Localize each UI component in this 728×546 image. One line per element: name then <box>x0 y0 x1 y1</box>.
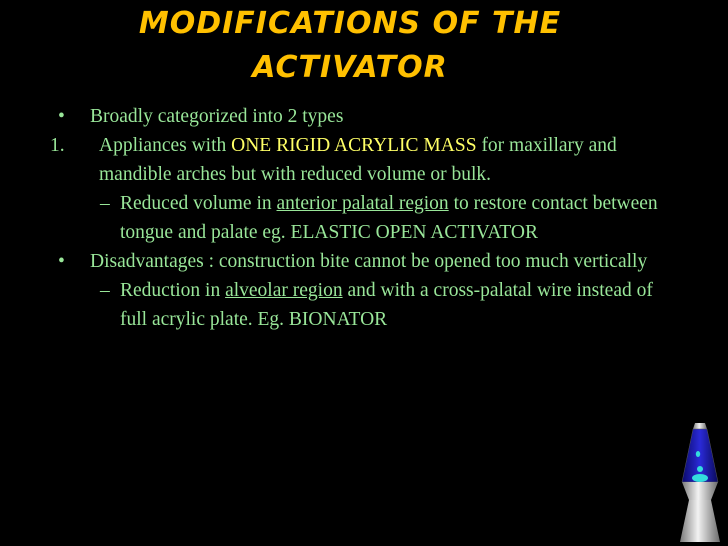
dash-marker: – <box>100 193 110 214</box>
item-text-part: Reduction in <box>120 280 226 301</box>
numbered-item-rigid-acrylic <box>50 131 668 189</box>
bullet-marker: • <box>58 251 65 272</box>
slide-body <box>50 102 668 334</box>
bullet-text: Disadvantages : construction bite cannot be opened too much vertically <box>90 251 648 272</box>
bullet-text: Broadly categorized into 2 types <box>90 106 344 127</box>
item-text-part: and with a cross-palatal wire instead of full acrylic plate. Eg. BIONATOR <box>120 280 653 330</box>
title-line-2: ACTIVATOR <box>252 50 448 85</box>
number-marker: 1. <box>50 135 65 156</box>
item-text-part: to restore contact between tongue and palate eg. ELASTIC OPEN ACTIVATOR <box>120 193 658 243</box>
sub-item-anterior-palatal <box>58 189 668 247</box>
bullet-marker: • <box>58 106 65 127</box>
bullet-item-categories <box>58 102 668 131</box>
title-line-1: MODIFICATIONS OF THE <box>138 6 562 41</box>
highlight-text: ONE RIGID ACRYLIC MASS <box>231 135 477 156</box>
sub-item-alveolar <box>58 276 668 334</box>
item-text-part: for maxillary and mandible arches but with reduced volume or bulk. <box>99 135 617 185</box>
item-text-part: Reduced volume in <box>120 193 277 214</box>
slide-title <box>0 2 700 90</box>
underlined-text: anterior palatal region <box>276 193 449 214</box>
item-text-part: Appliances with <box>99 135 232 156</box>
underlined-text: alveolar region <box>225 280 343 301</box>
bullet-item-disadvantages <box>58 247 668 276</box>
lava-lamp-icon <box>674 420 726 544</box>
dash-marker: – <box>100 280 110 301</box>
